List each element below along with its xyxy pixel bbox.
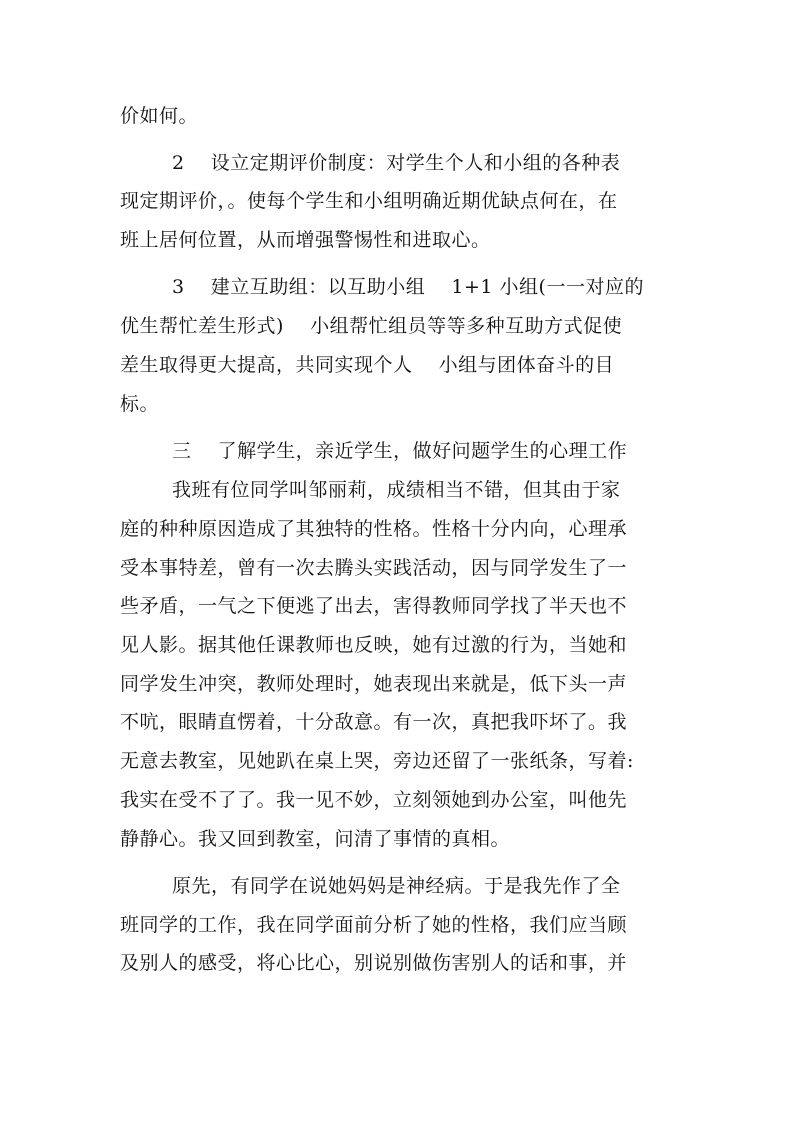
text-line: 不吭，眼睛直愣着，十分敌意。有一次，真把我吓坏了。我 — [120, 711, 628, 733]
text-line: 些矛盾，一气之下便逃了出去，害得教师同学找了半天也不 — [120, 595, 628, 617]
text-line: 现定期评价，。使每个学生和小组明确近期优缺点何在，在 — [120, 190, 618, 212]
text-line: 我班有位同学叫邹丽莉，成绩相当不错，但其由于家 — [172, 479, 621, 501]
text-line: 庭的种种原因造成了其独特的性格。性格十分内向，心理承 — [120, 518, 628, 540]
text-line: 2 设立定期评价制度：对学生个人和小组的各种表 — [172, 152, 621, 174]
text-line: 同学发生冲突，教师处理时，她表现出来就是，低下头一声 — [120, 673, 628, 695]
text-line: 标。 — [120, 393, 160, 415]
text-line: 价如何。 — [120, 105, 199, 127]
text-line: 差生取得更大提高，共同实现个人 小组与团体奋斗的目 — [120, 354, 615, 376]
text-line: 班同学的工作，我在同学面前分析了她的性格，我们应当顾 — [120, 914, 628, 936]
text-line: 静静心。我又回到教室，问清了事情的真相。 — [120, 828, 511, 850]
text-line: 我实在受不了了。我一见不妙，立刻领她到办公室，叫他先 — [120, 789, 628, 811]
text-line: 班上居何位置，从而增强警惕性和进取心。 — [120, 229, 491, 251]
text-line: 原先，有同学在说她妈妈是神经病。于是我先作了全 — [172, 875, 621, 897]
text-line: 见人影。据其他任课教师也反映，她有过激的行为，当她和 — [120, 634, 628, 656]
text-line: 及别人的感受，将心比心，别说别做伤害别人的话和事，并 — [120, 952, 628, 974]
text-line: 3 建立互助组：以互助小组 1+1 小组(一一对应的 — [172, 276, 644, 298]
text-line: 无意去教室，见她趴在桌上哭，旁边还留了一张纸条，写着: — [120, 750, 634, 772]
section-heading: 三 了解学生，亲近学生，做好问题学生的心理工作 — [172, 440, 628, 462]
text-line: 受本事特差，曾有一次去腾头实践活动，因与同学发生了一 — [120, 557, 628, 579]
text-line: 优生帮忙差生形式) 小组帮忙组员等等多种互助方式促使 — [120, 315, 623, 337]
